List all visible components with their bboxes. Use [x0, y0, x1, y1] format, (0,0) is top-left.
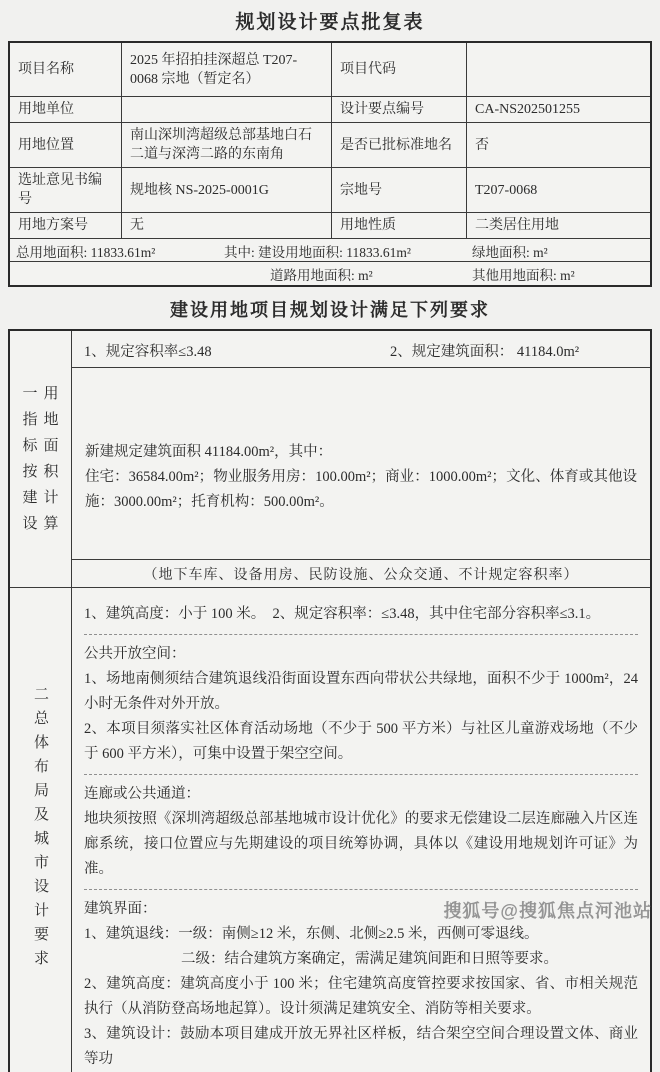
section-land-indicators	[10, 331, 650, 588]
row-label: 项目代码	[332, 43, 467, 96]
excluded-items-note: （地下车库、设备用房、民防设施、公众交通、不计规定容积率）	[143, 567, 579, 583]
project-info-table	[8, 41, 652, 287]
section2-content	[72, 588, 650, 1072]
row-label: 用地位置	[10, 123, 122, 167]
row-label: 项目名称	[10, 43, 122, 96]
stub-line: 建计	[22, 490, 65, 506]
gfa-breakdown-cell	[72, 368, 650, 560]
area-summary-row-1	[10, 239, 650, 262]
row-label: 设计要点编号	[332, 97, 467, 122]
row-label: 用地方案号	[10, 213, 122, 238]
open-space-item-1: 1、场地南侧须结合建筑退线沿街面设置东西向带状公共绿地，面积不少于 1000m²，24 小时无条件对外开放。	[84, 671, 638, 712]
row-value: 南山深圳湾超级总部基地白石二道与深湾二路的东南角	[122, 123, 332, 167]
section-urban-design	[10, 588, 650, 1072]
table-row	[10, 43, 650, 97]
gfa-breakdown-intro: 新建规定建筑面积 41184.00m²，其中：	[85, 444, 333, 460]
row-value: 规地核 NS-2025-0001G	[122, 168, 332, 212]
stub-line: 标面	[22, 438, 65, 454]
dashed-divider	[84, 889, 638, 890]
row-value: CA-NS202501255	[475, 102, 581, 117]
row-label: 用地性质	[332, 213, 467, 238]
height-and-far-rule: 1、建筑高度：小于 100 米。 2、规定容积率：≤3.48，其中住宅部分容积率≤3.1。	[84, 606, 601, 622]
setback-rule-level1: 1、建筑退线：一级：南侧≥12 米，东侧、北侧≥2.5 米，西侧可零退线。	[84, 926, 539, 942]
open-space-title: 公共开放空间：	[84, 646, 186, 662]
building-height-rule: 2、建筑高度：建筑高度小于 100 米；住宅建筑高度管控要求按国家、省、市相关规范执行（从消防登高场地起算）。设计须满足建筑安全、消防等相关要求。	[84, 976, 638, 1017]
gfa-breakdown-detail: 住宅：36584.00m²；物业服务用房：100.00m²；商业：1000.00m²；文化、体育或其他设施：3000.00m²；托育机构：500.00m²。	[85, 469, 637, 510]
table-row	[10, 123, 650, 168]
area-summary-row-2	[10, 262, 650, 285]
stub-line: 一用	[22, 386, 65, 402]
table-row	[10, 97, 650, 123]
row-label: 用地单位	[10, 97, 122, 122]
table-row	[10, 168, 650, 213]
green-area: 绿地面积: m²	[472, 245, 548, 260]
dashed-divider	[84, 634, 638, 635]
road-area: 道路用地面积: m²	[270, 268, 373, 283]
building-design-rule: 3、建筑设计：鼓励本项目建成开放无界社区样板，结合架空空间合理设置文体、商业等功	[84, 1026, 638, 1067]
corridor-title: 连廊或公共通道：	[84, 786, 200, 802]
requirements-title: 建设用地项目规划设计满足下列要求	[170, 300, 490, 320]
section1-stub-label	[10, 331, 72, 587]
section2-stub-label	[10, 588, 72, 1072]
facade-title: 建筑界面：	[84, 901, 157, 917]
far-and-gfa-row	[72, 331, 650, 368]
row-label: 宗地号	[332, 168, 467, 212]
section1-content	[72, 331, 650, 587]
other-area: 其他用地面积: m²	[472, 268, 575, 283]
setback-rule-level2: 二级：结合建筑方案确定，需满足建筑间距和日照等要求。	[181, 951, 558, 967]
row-value	[467, 43, 650, 96]
total-land-area: 总用地面积: 11833.61m²	[16, 245, 156, 260]
construction-land-area: 其中: 建设用地面积: 11833.61m²	[224, 245, 411, 260]
row-label: 是否已批标准地名	[332, 123, 467, 167]
row-value: 二类居住用地	[475, 218, 559, 233]
stub-vertical-text: 二总体布局及城市设计要求	[32, 686, 48, 974]
row-value: 无	[122, 213, 332, 238]
page-title: 规划设计要点批复表	[235, 12, 425, 33]
open-space-item-2: 2、本项目须落实社区体育活动场地（不少于 500 平方米）与社区儿童游戏场地（不少于 600 平方米），可集中设置于架空空间。	[84, 721, 638, 762]
gfa-limit: 2、规定建筑面积： 41184.0m²	[390, 344, 580, 360]
row-value: T207-0068	[475, 182, 538, 198]
row-value	[122, 97, 332, 122]
row-value: 2025 年招拍挂深超总 T207-0068 宗地（暂定名）	[122, 43, 332, 96]
plot-ratio-limit: 1、规定容积率≤3.48	[84, 344, 212, 360]
stub-line: 按积	[22, 464, 65, 480]
requirements-table	[8, 329, 652, 1072]
row-value: 否	[475, 137, 489, 153]
stub-line: 设算	[22, 516, 65, 532]
watermark-text: 搜狐号@搜狐焦点河池站	[443, 901, 652, 921]
dashed-divider	[84, 774, 638, 775]
corridor-body: 地块须按照《深圳湾超级总部基地城市设计优化》的要求无偿建设二层连廊融入片区连廊系统，接口位置应与先期建设的项目统筹协调，具体以《建设用地规划许可证》为准。	[84, 811, 638, 877]
row-label: 选址意见书编号	[10, 168, 122, 212]
stub-line: 指地	[22, 412, 65, 428]
table-row	[10, 213, 650, 239]
